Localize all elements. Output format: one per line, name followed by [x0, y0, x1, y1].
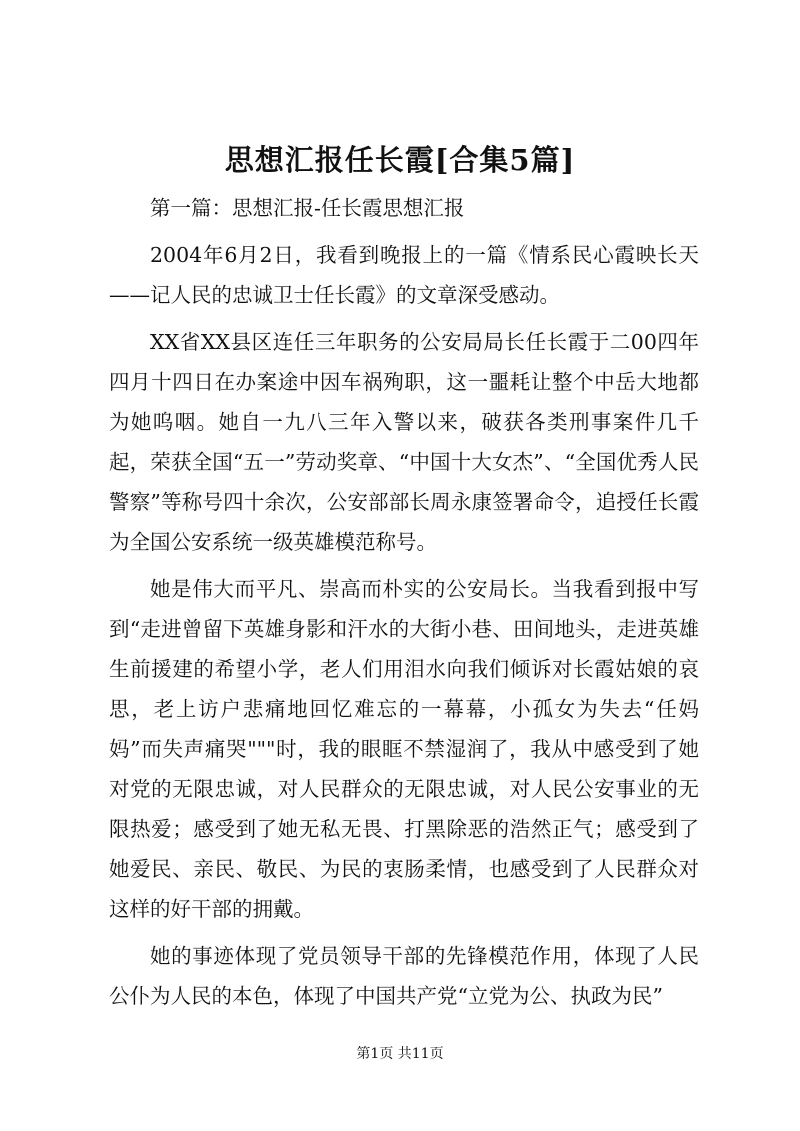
document-title: 思想汇报任长霞[合集5篇]	[224, 143, 576, 177]
paragraph-4: 她的事迹体现了党员领导干部的先锋模范作用，体现了人民公仆为人民的本色，体现了中国共产党“立党为公、执政为民”	[109, 944, 699, 1008]
document-body	[109, 188, 699, 1023]
section-heading: 第一篇：思想汇报-任长霞思想汇报	[150, 196, 465, 220]
paragraph-3: 她是伟大而平凡、崇高而朴实的公安局长。当我看到报中写到“走进曾留下英雄身影和汗水的大街小巷、田间地头，走进英雄生前援建的希望小学，老人们用泪水向我们倾诉对长霞姑娘的哀思，老上访户悲痛地回忆难忘的一幕幕，小孤女为失去“任妈妈”而失声痛哭"""时，我的眼眶不禁湿润了，我从中感受到了她对党的无限忠诚，对人民群众的无限忠诚，对人民公安事业的无限热爱；感受到了她无私无畏、打黑除恶的浩然正气；感受到了她爱民、亲民、敬民、为民的衷肠柔情，也感受到了人民群众对这样的好干部的拥戴。	[109, 577, 699, 921]
paragraph-1: 2004年6月2日，我看到晚报上的一篇《情系民心霞映长天——记人民的忠诚卫士任长霞》的文章深受感动。	[109, 243, 699, 307]
paragraph-2: XX省XX县区连任三年职务的公安局局长任长霞于二00四年四月十四日在办案途中因车祸殉职，这一噩耗让整个中岳大地都为她呜咽。她自一九八三年入警以来，破获各类刑事案件几千起，荣获全国“五一”劳动奖章、“中国十大女杰”、“全国优秀人民警察”等称号四十余次，公安部部长周永康签署命令，追授任长霞为全国公安系统一级英雄模范称号。	[109, 330, 699, 554]
page-number-footer: 第1页 共11页	[356, 1046, 444, 1062]
